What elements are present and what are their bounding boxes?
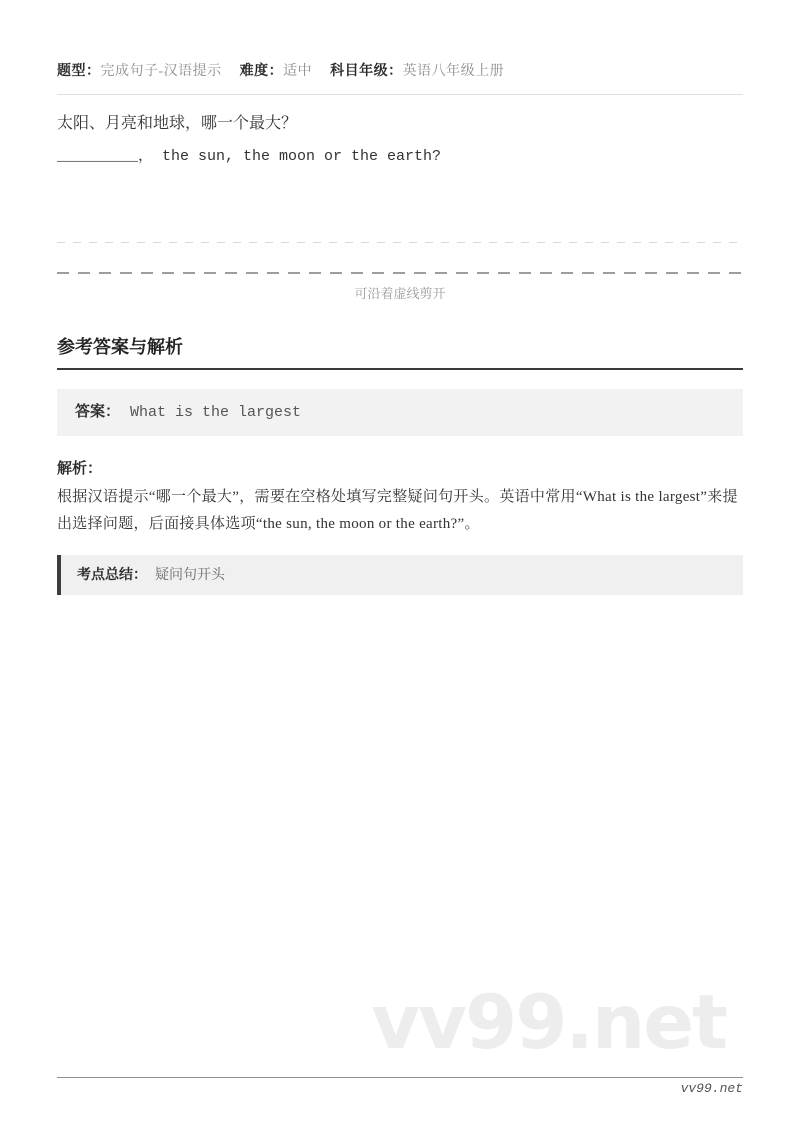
- watermark-text: vv99.net: [371, 978, 726, 1066]
- meta-subject-value: 英语八年级上册: [402, 64, 505, 79]
- analysis-text: 根据汉语提示“哪一个最大”，需要在空格处填写完整疑问句开头。英语中常用“What is the largest”来提出选择问题，后面接具体选项“the sun, the moon or the earth?”。: [57, 489, 738, 532]
- answer-box: [57, 389, 743, 436]
- analysis-label: 解析：: [57, 460, 103, 477]
- meta-type-label: 题型：: [57, 62, 101, 78]
- answer-section-heading: 参考答案与解析: [57, 336, 743, 370]
- meta-subject-label: 科目年级：: [330, 62, 403, 78]
- footer-site-text: vv99.net: [680, 1081, 743, 1096]
- key-point-summary-box: [57, 555, 743, 595]
- answer-value: What is the largest: [130, 404, 302, 421]
- question-meta: [57, 60, 743, 82]
- question-english-blank: _________， the sun, the moon or the earth?: [57, 148, 442, 165]
- meta-difficulty-label: 难度：: [239, 62, 284, 78]
- meta-difficulty-value: 适中: [283, 64, 313, 79]
- question-block: [57, 113, 743, 168]
- page-footer: [57, 1077, 743, 1096]
- meta-type-value: 完成句子-汉语提示: [100, 64, 222, 79]
- cut-dashed-line-dark: [57, 272, 743, 274]
- question-chinese: 太阳、月亮和地球，哪一个最大？: [57, 115, 298, 132]
- cut-dashed-line-light: [57, 242, 743, 243]
- analysis-block: [57, 459, 743, 538]
- summary-label: 考点总结：: [77, 566, 147, 582]
- answer-label: 答案：: [75, 403, 121, 420]
- cut-hint-text: 可沿着虚线剪开: [354, 286, 446, 301]
- summary-value: 疑问句开头: [155, 568, 225, 583]
- header-divider: [57, 94, 743, 95]
